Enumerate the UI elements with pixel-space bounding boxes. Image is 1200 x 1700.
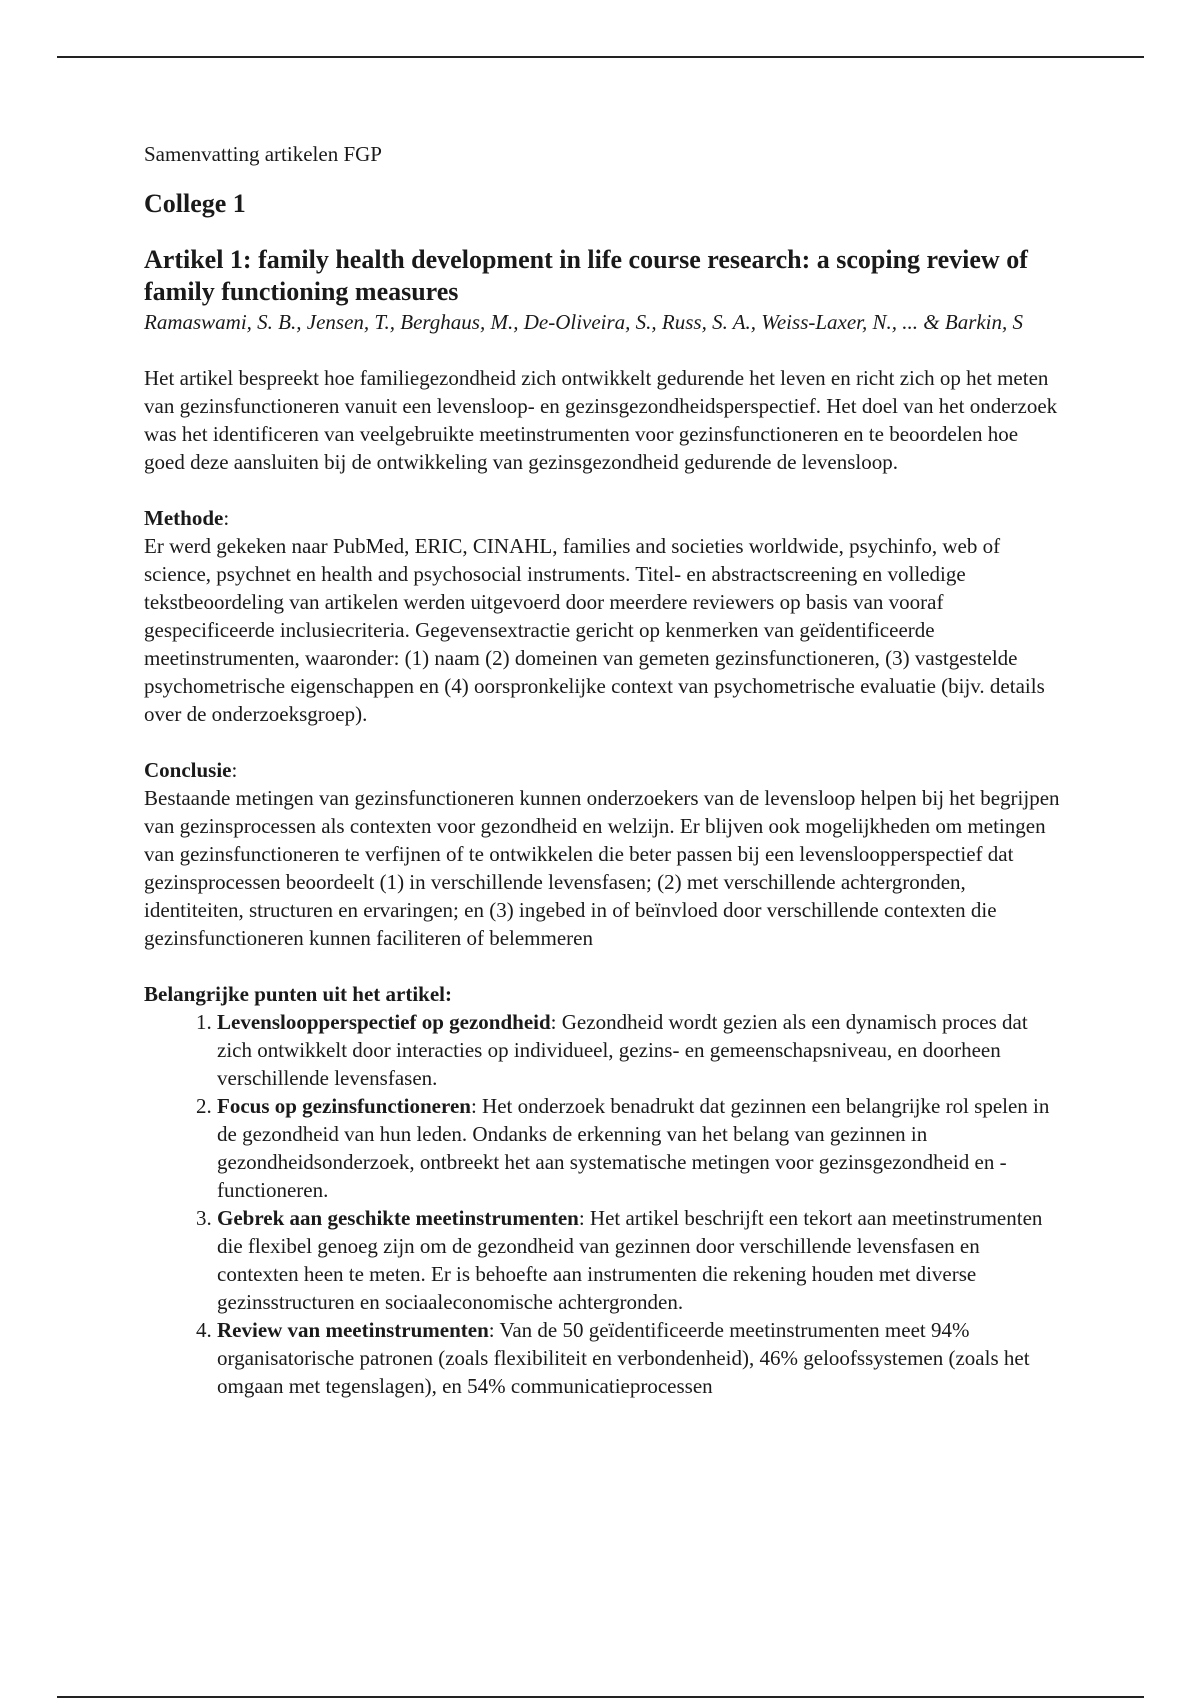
page-bottom-rule <box>57 1696 1144 1698</box>
college-heading: College 1 <box>144 189 246 218</box>
conclusie-heading <box>144 756 1064 784</box>
methode-heading <box>144 504 1064 532</box>
point-title: Levensloopperspectief op gezondheid <box>217 1010 551 1034</box>
document-header: Samenvatting artikelen FGP <box>144 142 382 166</box>
article-title: Artikel 1: family health development in life course research: a scoping review of family functioning measures <box>144 245 1028 306</box>
list-item <box>217 1316 1064 1400</box>
point-title: Gebrek aan geschikte meetinstrumenten <box>217 1206 579 1230</box>
point-text: : Het onderzoek benadrukt dat gezinnen een belangrijke rol spelen in de gezondheid van hun leden. Ondanks de erkenning van het belang van gezinnen in gezondheidsonderzoek, ontbreekt het aan systematische metingen voor gezinsgezondheid en -functioneren. <box>217 1094 1050 1202</box>
points-heading: Belangrijke punten uit het artikel: <box>144 982 452 1006</box>
conclusie-label: Conclusie <box>144 758 232 782</box>
point-text: : Van de 50 geïdentificeerde meetinstrumenten meet 94% organisatorische patronen (zoals flexibiliteit en verbondenheid), 46% geloofssystemen (zoals het omgaan met tegenslagen), en 54% communicatieprocessen <box>217 1318 1030 1398</box>
list-item <box>217 1008 1064 1092</box>
point-text: : Het artikel beschrijft een tekort aan meetinstrumenten die flexibel genoeg zijn om de gezondheid van gezinnen door verschillende levensfasen en contexten heen te meten. Er is behoefte aan instrumenten die rekening houden met diverse gezinsstructuren en sociaaleconomische achtergronden. <box>217 1206 1043 1314</box>
point-title: Focus op gezinsfunctioneren <box>217 1094 471 1118</box>
methode-colon: : <box>223 506 230 530</box>
methode-label: Methode <box>144 506 224 530</box>
points-list <box>144 1008 1064 1400</box>
intro-paragraph: Het artikel bespreekt hoe familiegezondheid zich ontwikkelt gedurende het leven en richt zich op het meten van gezinsfunctioneren vanuit een levensloop- en gezinsgezondheidsperspectief. Het doel van het onderzoek was het identificeren van veelgebruikte meetinstrumenten voor gezinsfunctioneren en te beoordelen hoe goed deze aansluiten bij de ontwikkeling van gezinsgezondheid gedurende de levensloop. <box>144 366 1058 474</box>
methode-section <box>144 504 1064 728</box>
article-authors: Ramaswami, S. B., Jensen, T., Berghaus, M., De-Oliveira, S., Russ, S. A., Weiss-Laxer, N., ... & Barkin, S <box>144 310 1024 334</box>
page-top-rule <box>57 56 1144 58</box>
conclusie-text: Bestaande metingen van gezinsfunctioneren kunnen onderzoekers van de levensloop helpen bij het begrijpen van gezinsprocessen als contexten voor gezondheid en welzijn. Er blijven ook mogelijkheden om metingen van gezinsfunctioneren te verfijnen of te ontwikkelen die beter passen bij een levensloopperspectief dat gezinsprocessen beoordeelt (1) in verschillende levensfasen; (2) met verschillende achtergronden, identiteiten, structuren en ervaringen; en (3) ingebed in of beïnvloed door verschillende contexten die gezinsfunctioneren kunnen faciliteren of belemmeren <box>144 786 1060 950</box>
point-title: Review van meetinstrumenten <box>217 1318 489 1342</box>
list-item <box>217 1204 1064 1316</box>
conclusie-section <box>144 756 1064 952</box>
list-item <box>217 1092 1064 1204</box>
point-text: : Gezondheid wordt gezien als een dynamisch proces dat zich ontwikkelt door interacties op individueel, gezins- en gemeenschapsniveau, en doorheen verschillende levensfasen. <box>217 1010 1028 1090</box>
methode-text: Er werd gekeken naar PubMed, ERIC, CINAHL, families and societies worldwide, psychinfo, web of science, psychnet en health and psychosocial instruments. Titel- en abstractscreening en volledige tekstbeoordeling van artikelen werden uitgevoerd door meerdere reviewers op basis van vooraf gespecificeerde inclusiecriteria. Gegevensextractie gericht op kenmerken van geïdentificeerde meetinstrumenten, waaronder: (1) naam (2) domeinen van gemeten gezinsfunctioneren, (3) vastgestelde psychometrische eigenschappen en (4) oorspronkelijke context van psychometrische evaluatie (bijv. details over de onderzoeksgroep). <box>144 534 1045 726</box>
conclusie-colon: : <box>231 758 238 782</box>
points-section <box>144 980 1064 1400</box>
document-body <box>144 140 1064 1400</box>
